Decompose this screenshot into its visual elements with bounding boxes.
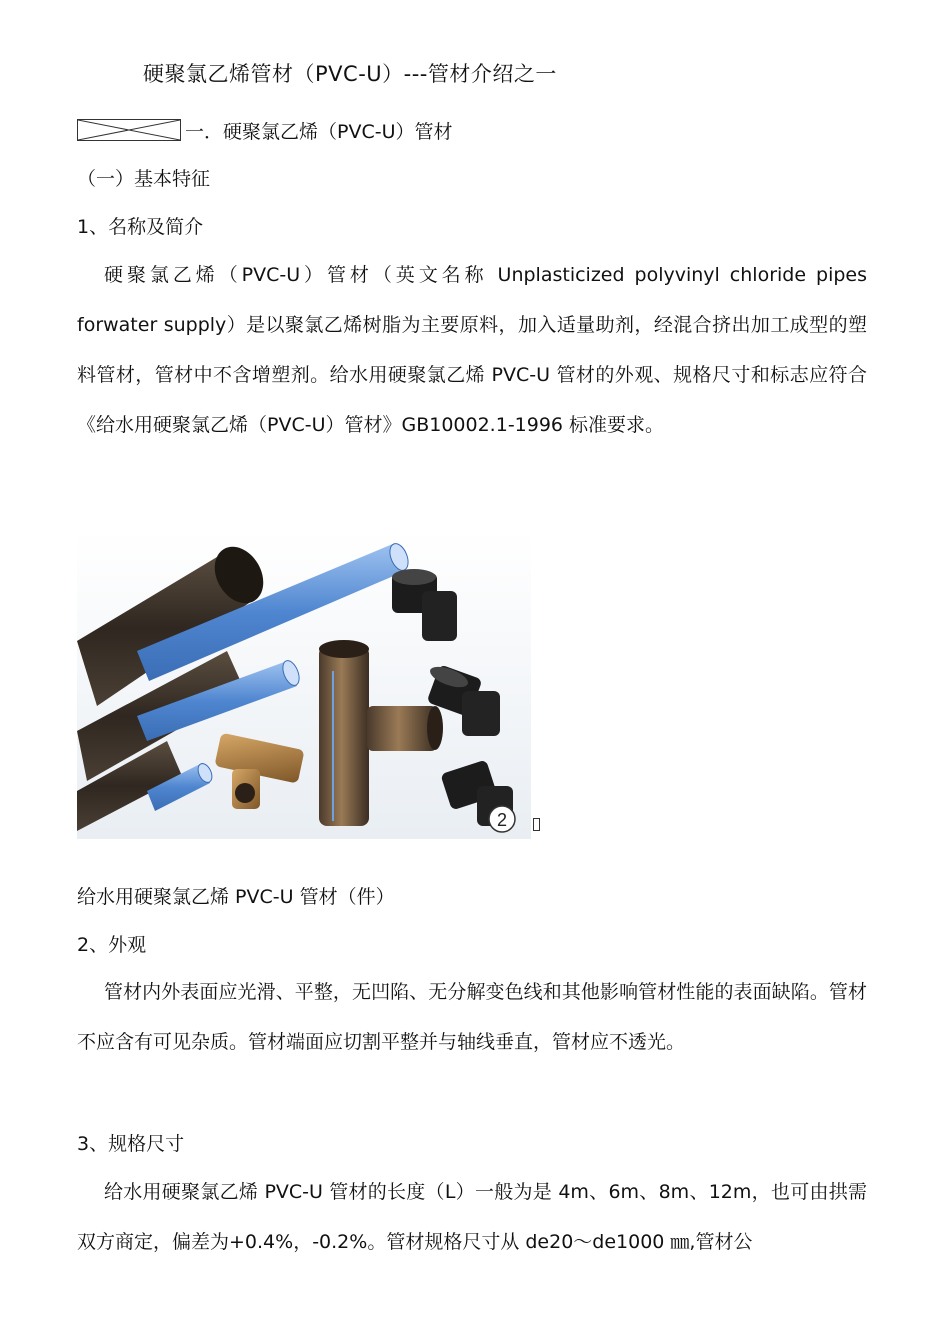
- document-title: 硬聚氯乙烯管材（PVC-U）---管材介绍之一: [143, 62, 557, 86]
- broken-image-icon: [77, 119, 181, 141]
- missing-glyph-icon: [533, 818, 540, 831]
- item-title-appearance: 2、外观: [77, 934, 147, 956]
- pvc-pipes-photo: [77, 531, 531, 839]
- section-heading: 一．硬聚氯乙烯（PVC-U）管材: [185, 120, 453, 143]
- item-title-name-intro: 1、名称及简介: [77, 216, 204, 238]
- subsection-heading: （一）基本特征: [77, 168, 211, 190]
- section-heading-row: [77, 117, 453, 143]
- photo-badge-number: 2: [496, 810, 508, 830]
- paragraph-specifications: 给水用硬聚氯乙烯 PVC-U 管材的长度（L）一般为是 4m、6m、8m、12m，也可由拱需双方商定，偏差为+0.4%，-0.2%。管材规格尺寸从 de20～de1000 ㎜,管材公: [77, 1181, 867, 1253]
- paragraph-appearance: 管材内外表面应光滑、平整，无凹陷、无分解变色线和其他影响管材性能的表面缺陷。管材不应含有可见杂质。管材端面应切割平整并与轴线垂直，管材应不透光。: [77, 981, 867, 1053]
- photo-caption: 给水用硬聚氯乙烯 PVC-U 管材（件）: [77, 886, 395, 908]
- item-title-specifications: 3、规格尺寸: [77, 1133, 185, 1155]
- paragraph-name-intro: 硬聚氯乙烯（PVC-U）管材（英文名称 Unplasticized polyvinyl chloride pipes forwater supply）是以聚氯乙烯树脂为主要原料，加入适量助剂，经混合挤出加工成型的塑料管材，管材中不含增塑剂。给水用硬聚氯乙烯 PVC-U 管材的外观、规格尺寸和标志应符合《给水用硬聚氯乙烯（PVC-U）管材》GB10002.1-1996 标准要求。: [77, 264, 867, 436]
